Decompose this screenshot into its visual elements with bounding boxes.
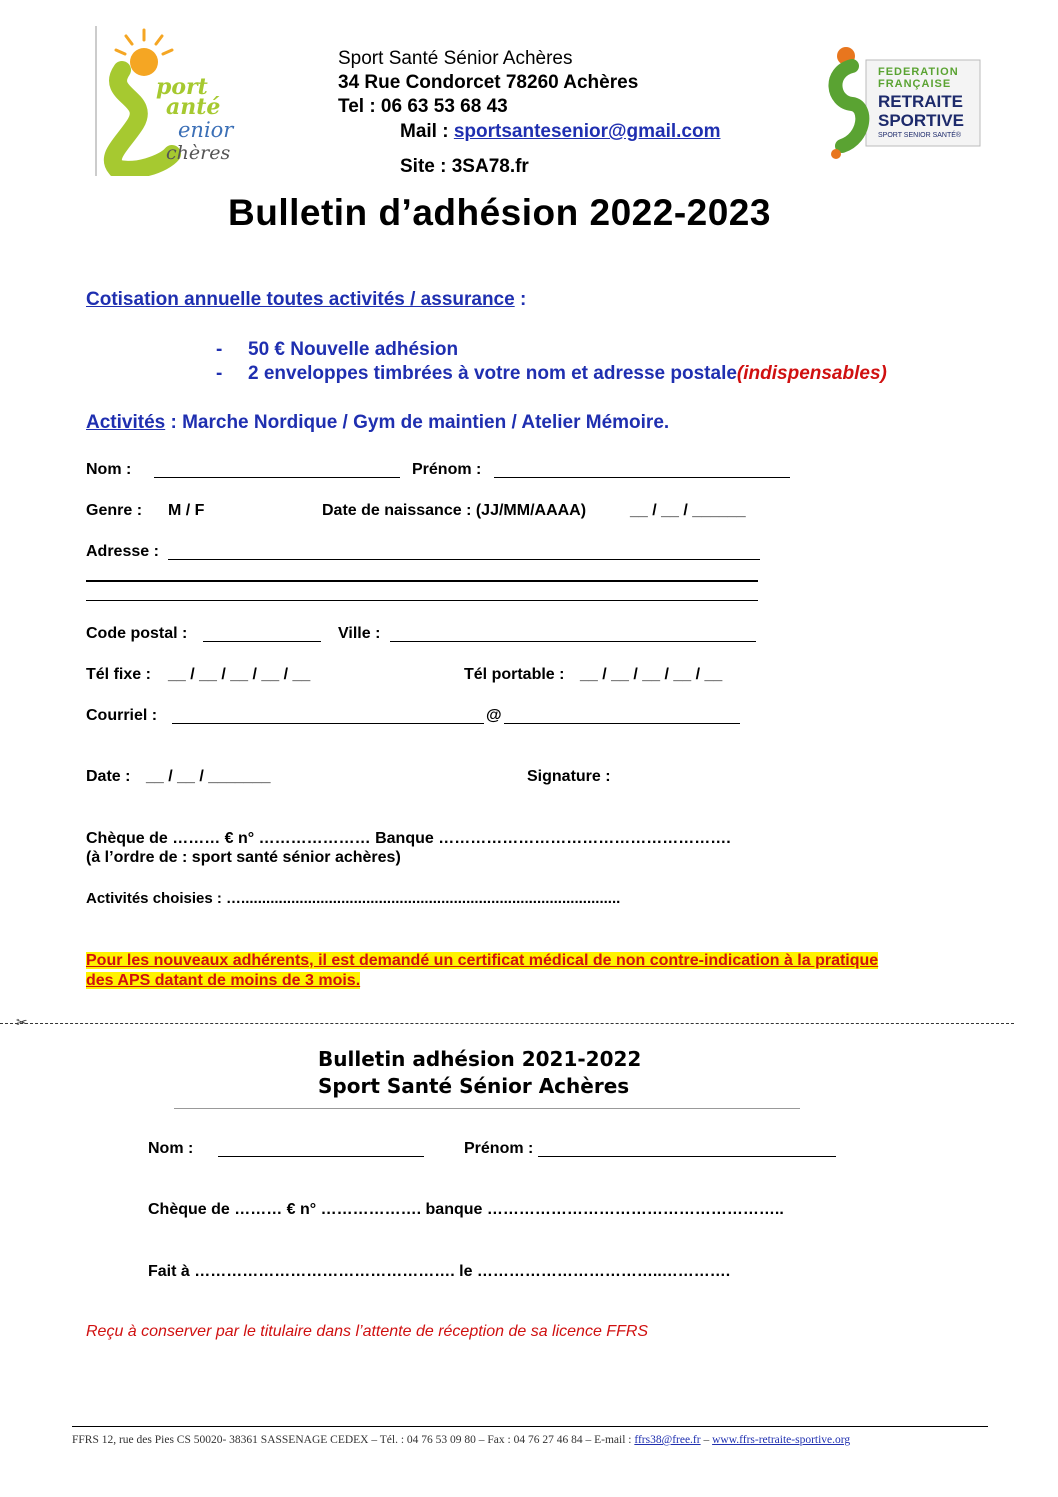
activites-text: : Marche Nordique / Gym de maintien / Atelier Mémoire. — [165, 412, 670, 433]
prenom-field[interactable] — [494, 477, 790, 478]
cotisation-item-dash: - — [216, 363, 223, 384]
date-field[interactable]: __ / __ / _______ — [146, 768, 271, 785]
medical-warning-line1 — [86, 952, 878, 970]
medical-warning-text2: des APS datant de moins de 3 mois. — [86, 972, 361, 989]
ffrs-line1: FEDERATION — [878, 66, 959, 78]
org-address: 34 Rue Condorcet 78260 Achères — [338, 72, 639, 93]
nom-field[interactable] — [154, 477, 400, 478]
activites-label: Activités — [86, 412, 166, 433]
cotisation-item-text: 50 € Nouvelle adhésion — [248, 339, 459, 360]
footer-address: FFRS 12, rue des Pies CS 50020- 38361 SASSENAGE CEDEX – Tél. : 04 76 53 09 80 – Fax : 04 76 27 46 84 – E-mail : — [72, 1434, 635, 1446]
tel-fixe-field[interactable]: __ / __ / __ / __ / __ — [168, 666, 311, 683]
ffrs-line4: SPORTIVE — [878, 111, 964, 130]
club-logo-word-port: port — [156, 74, 208, 100]
code-postal-label: Code postal : — [86, 625, 188, 642]
stub-title-1: Bulletin adhésion 2021-2022 — [318, 1047, 642, 1071]
org-name: Sport Santé Sénior Achères — [338, 48, 573, 69]
stub-title-2: Sport Santé Sénior Achères — [318, 1074, 630, 1098]
courriel-domain-field[interactable] — [504, 723, 740, 724]
activites-line — [86, 412, 669, 434]
stub-prenom-field[interactable] — [538, 1156, 836, 1157]
stub-prenom-label: Prénom : — [464, 1140, 534, 1157]
cut-line — [0, 1023, 1014, 1024]
cotisation-heading-label: Cotisation annuelle toutes activités / assurance — [86, 289, 515, 310]
cotisation-item-dash: - — [216, 339, 223, 360]
stub-nom-field[interactable] — [218, 1156, 424, 1157]
adresse-field-line3[interactable] — [86, 600, 758, 601]
cotisation-item-text: 2 enveloppes timbrées à votre nom et adresse postale — [248, 363, 737, 384]
tel-portable-field[interactable]: __ / __ / __ / __ / __ — [580, 666, 723, 683]
tel-portable-label: Tél portable : — [464, 666, 565, 683]
club-logo-word-senior: enior — [178, 118, 234, 142]
page-title: Bulletin d’adhésion 2022-2023 — [228, 192, 771, 233]
club-logo-word-acheres: chères — [166, 142, 231, 164]
cotisation-heading-suffix: : — [514, 289, 527, 310]
birthdate-label: Date de naissance : (JJ/MM/AAAA) — [322, 502, 587, 519]
org-site: Site : 3SA78.fr — [400, 156, 529, 177]
club-logo-word-sante: anté — [166, 94, 221, 120]
cotisation-heading — [86, 289, 526, 311]
ville-label: Ville : — [338, 625, 381, 642]
org-mail — [400, 121, 721, 143]
cotisation-item-extra: (indispensables) — [736, 363, 887, 384]
stub-fait-line[interactable]: Fait à …………………………………………. le ……………………………..…………. — [148, 1263, 731, 1280]
footer-rule — [72, 1426, 988, 1427]
cotisation-item — [216, 339, 458, 361]
courriel-at: @ — [486, 707, 502, 724]
medical-warning-text1: Pour les nouveaux adhérents, il est demandé un certificat médical de non contre-indication à la pratique — [86, 952, 879, 969]
footer-sep: – — [700, 1434, 713, 1446]
adresse-label: Adresse : — [86, 543, 159, 560]
footer-email-link[interactable]: ffrs38@free.fr — [634, 1434, 701, 1446]
stub-title-rule — [174, 1108, 800, 1109]
nom-label: Nom : — [86, 461, 132, 478]
org-tel: Tel : 06 63 53 68 43 — [338, 96, 508, 117]
footer-text — [72, 1434, 850, 1446]
footer-site-link[interactable]: www.ffrs-retraite-sportive.org — [712, 1434, 851, 1446]
cheque-line[interactable]: Chèque de ……… € n° ………………… Banque ………………………………………………. — [86, 830, 731, 847]
genre-options[interactable]: M / F — [168, 502, 205, 519]
activites-choisies[interactable]: Activités choisies : …........................................................................................... — [86, 890, 621, 907]
ville-field[interactable] — [390, 641, 756, 642]
club-logo — [94, 26, 244, 176]
ffrs-logo — [822, 42, 982, 167]
medical-warning-line2 — [86, 972, 360, 990]
mail-label: Mail : — [400, 121, 454, 142]
prenom-label: Prénom : — [412, 461, 482, 478]
stub-nom-label: Nom : — [148, 1140, 194, 1157]
ffrs-line5: SPORT SENIOR SANTÉ® — [878, 132, 962, 139]
stub-cheque-line[interactable]: Chèque de ……… € n° ………………. banque ……………………………………………….. — [148, 1201, 784, 1218]
cotisation-item — [216, 363, 887, 385]
signature-label: Signature : — [527, 768, 611, 785]
scissors-icon: ✂ — [16, 1014, 28, 1030]
cheque-ordre: (à l’ordre de : sport santé sénior achères) — [86, 849, 401, 866]
genre-label: Genre : — [86, 502, 143, 519]
birthdate-field[interactable]: __ / __ / ______ — [630, 502, 746, 519]
adresse-field[interactable] — [168, 559, 760, 560]
courriel-label: Courriel : — [86, 707, 158, 724]
date-label: Date : — [86, 768, 131, 785]
code-postal-field[interactable] — [203, 641, 321, 642]
tel-fixe-label: Tél fixe : — [86, 666, 151, 683]
courriel-user-field[interactable] — [172, 723, 484, 724]
ffrs-line2: FRANÇAISE — [878, 78, 952, 90]
adresse-field-line2[interactable] — [86, 580, 758, 582]
stub-receipt-note: Reçu à conserver par le titulaire dans l’attente de réception de sa licence FFRS — [86, 1323, 649, 1340]
mail-link[interactable]: sportsantesenior@gmail.com — [453, 121, 721, 142]
ffrs-line3: RETRAITE — [878, 92, 963, 111]
